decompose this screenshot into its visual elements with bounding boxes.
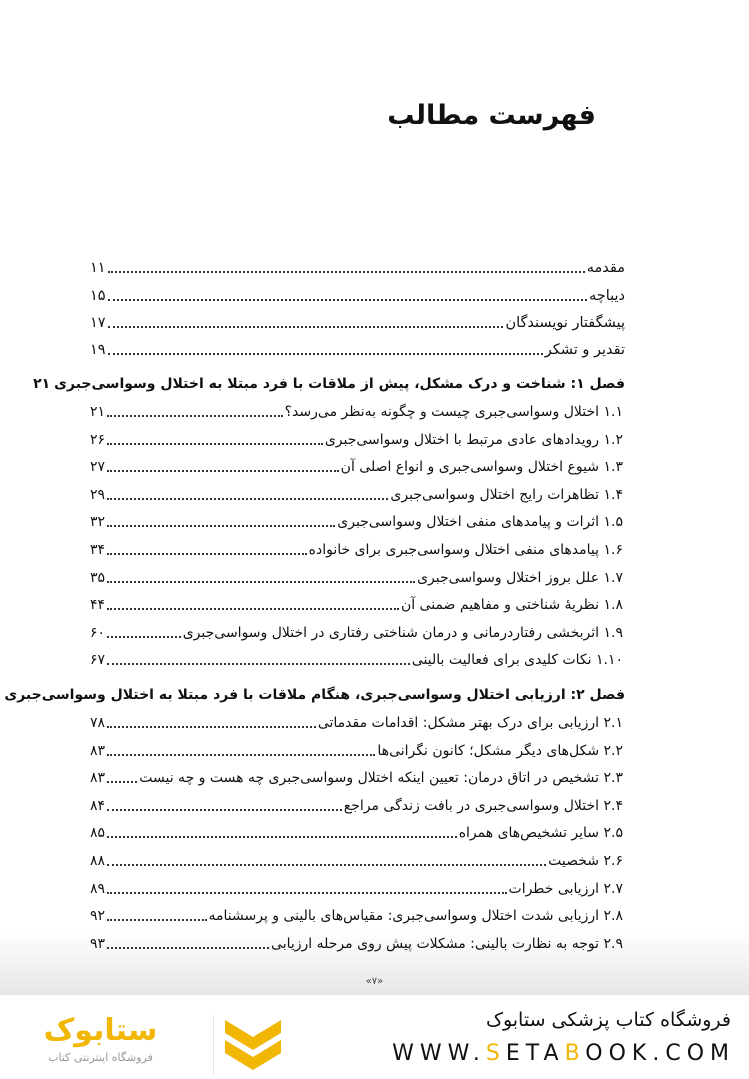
toc-entry-title: ۲.۵ سایر تشخیص‌های همراه <box>458 825 623 842</box>
dot-leader <box>107 780 137 783</box>
toc-entry-title: ۱.۷ علل بروز اختلال وسواسی‌جبری <box>417 569 623 586</box>
toc-section[interactable] <box>90 904 623 926</box>
toc-entry-title: ۲.۷ ارزیابی خطرات <box>508 880 623 897</box>
shop-name: فروشگاه کتاب پزشکی ستابوک <box>485 1009 731 1031</box>
toc-entry-title: ۲.۹ توجه به نظارت بالینی: مشکلات پیش روی مرحله ارزیابی <box>271 935 623 952</box>
dot-leader <box>108 298 587 301</box>
setabook-logo[interactable] <box>38 1013 288 1073</box>
toc-page-number: ۸۹ <box>90 880 106 897</box>
toc-entry-title: ۲.۴ اختلال وسواسی‌جبری در بافت زندگی مراجع <box>343 797 623 814</box>
toc-section[interactable] <box>90 711 623 733</box>
dot-leader <box>107 497 388 500</box>
url-part: WWW. <box>392 1041 486 1066</box>
url-part: OOK.COM <box>585 1041 735 1066</box>
dot-leader <box>107 662 410 665</box>
toc-entry-title: ۱.۸ نظریهٔ شناختی و مفاهیم ضمنی آن <box>400 597 623 614</box>
toc-section[interactable] <box>90 428 623 450</box>
chevron-logo-icon <box>213 1015 288 1075</box>
toc-page-number: ۸۴ <box>90 797 106 814</box>
toc-page-number: ۳۴ <box>90 542 106 558</box>
toc-page-number: ۳۲ <box>90 514 106 531</box>
toc-page-number: ۲۱ <box>90 404 106 420</box>
toc-entry-title: فصل ۲: ارزیابی اختلال وسواسی‌جبری، هنگام ملاقات با فرد مبتلا به اختلال وسواسی‌جبری <box>4 687 625 703</box>
toc-page-number: ۲۶ <box>90 431 106 448</box>
toc-section[interactable] <box>90 849 623 871</box>
toc-page-number: ۸۳ <box>90 770 106 787</box>
toc-page-number: ۲۱ <box>33 376 51 392</box>
toc-page-number: ۳۵ <box>90 569 106 586</box>
toc-entry-title: ۲.۲ شکل‌های دیگر مشکل؛ کانون نگرانی‌ها <box>377 742 623 759</box>
toc-page-number: ۱۷ <box>90 315 106 331</box>
toc-section[interactable] <box>90 593 623 615</box>
toc-section[interactable] <box>90 455 623 477</box>
toc-entry-title: ۱.۶ پیامدهای منفی اختلال وسواسی‌جبری برای خانواده <box>308 542 623 558</box>
url-part: B <box>564 1041 586 1066</box>
toc-section[interactable] <box>90 877 623 899</box>
toc-section[interactable] <box>90 566 623 588</box>
dot-leader <box>107 607 399 610</box>
dot-leader <box>107 469 339 472</box>
toc-entry-title: دیباچه <box>588 288 625 304</box>
dot-leader <box>107 808 342 811</box>
toc-page-number: ۷۸ <box>90 715 106 731</box>
toc-section[interactable] <box>90 821 623 843</box>
toc-entry-title: ۲.۸ ارزیابی شدت اختلال وسواسی‌جبری: مقیاس‌های بالینی و پرسشنامه <box>208 908 623 925</box>
toc-entry-title: ۱.۴ تظاهرات رایج اختلال وسواسی‌جبری <box>390 486 623 503</box>
dot-leader <box>107 753 375 756</box>
toc-entry-title: تقدیر و تشکر <box>544 342 625 358</box>
toc-entry-title: ۲.۳ تشخیص در اتاق درمان: تعیین اینکه اختلال وسواسی‌جبری چه هست و چه نیست <box>139 770 623 787</box>
toc-section[interactable] <box>90 400 623 422</box>
page-title: فهرست مطالب <box>387 100 596 131</box>
toc-section[interactable] <box>90 794 623 816</box>
dot-leader <box>107 414 283 417</box>
toc-page-number: ۱۹ <box>90 342 106 358</box>
footer-banner <box>0 995 749 1079</box>
logo-subtitle: فروشگاه اینترنتی کتاب <box>48 1051 153 1064</box>
logo-text: ستابوک <box>43 1013 158 1048</box>
toc-entry-title: ۱.۳ شیوع اختلال وسواسی‌جبری و انواع اصلی آن <box>340 459 623 476</box>
url-part: ETA <box>505 1041 565 1066</box>
toc-page-number: ۱۵ <box>90 288 106 304</box>
toc-page-number: ۲۷ <box>90 459 106 476</box>
toc-entry-title: ۱.۹ اثربخشی رفتاردرمانی و درمان شناختی رفتاری در اختلال وسواسی‌جبری <box>182 624 623 641</box>
toc-entry[interactable] <box>90 338 625 360</box>
page-number: «۷» <box>365 976 384 987</box>
toc-section[interactable] <box>90 483 623 505</box>
toc-page-number: ۸۳ <box>90 742 106 759</box>
toc-entry[interactable] <box>90 284 625 306</box>
toc-section[interactable] <box>90 621 623 643</box>
dot-leader <box>107 918 206 921</box>
toc-entry-title: ۱.۲ رویدادهای عادی مرتبط با اختلال وسواسی‌جبری <box>324 431 623 448</box>
dot-leader <box>107 524 335 527</box>
dot-leader <box>108 352 543 355</box>
toc-entry-title: ۱.۱۰ نکات کلیدی برای فعالیت بالینی <box>411 652 623 669</box>
toc-entry-title: ۱.۵ اثرات و پیامدهای منفی اختلال وسواسی‌جبری <box>337 514 623 531</box>
dot-leader <box>107 891 506 894</box>
toc-chapter-1[interactable] <box>33 372 625 394</box>
toc-entry-title: ۱.۱ اختلال وسواسی‌جبری چیست و چگونه به‌نظر می‌رسد؟ <box>284 404 623 420</box>
dot-leader <box>108 270 585 273</box>
toc-section[interactable] <box>90 538 623 560</box>
shop-url[interactable] <box>392 1041 735 1066</box>
toc-page-number: ۸۵ <box>90 825 106 842</box>
toc-entry[interactable] <box>90 256 625 278</box>
toc-section[interactable] <box>90 510 623 532</box>
dot-leader <box>107 725 316 728</box>
toc-section[interactable] <box>90 648 623 670</box>
toc-page-number: ۶۰ <box>90 624 106 641</box>
url-part: S <box>485 1041 506 1066</box>
dot-leader <box>107 580 415 583</box>
toc-page-number: ۹۲ <box>90 908 106 925</box>
toc-entry-title: مقدمه <box>586 260 625 276</box>
toc-page-number: ۴۴ <box>90 597 106 614</box>
toc-section[interactable] <box>90 932 623 954</box>
toc-entry-title: ۲.۱ ارزیابی برای درک بهتر مشکل: اقدامات مقدماتی <box>317 715 623 731</box>
dot-leader <box>107 552 307 555</box>
toc-section[interactable] <box>90 766 623 788</box>
dot-leader <box>107 946 269 949</box>
toc-page-number: ۲۹ <box>90 486 106 503</box>
dot-leader <box>107 635 181 638</box>
dot-leader <box>107 442 323 445</box>
toc-entry-title: ۲.۶ شخصیت <box>548 853 623 869</box>
toc-page-number: ۱۱ <box>90 260 106 276</box>
toc-entry-title: پیشگفتار نویسندگان <box>505 315 625 331</box>
toc-page-number: ۹۳ <box>90 935 106 952</box>
dot-leader <box>107 863 546 866</box>
dot-leader <box>107 835 457 838</box>
toc-section[interactable] <box>90 739 623 761</box>
toc-chapter-2[interactable] <box>4 683 625 705</box>
toc-entry-title: فصل ۱: شناخت و درک مشکل، پیش از ملاقات با فرد مبتلا به اختلال وسواسی‌جبری <box>54 376 625 392</box>
toc-page-number: ۶۷ <box>90 652 106 669</box>
toc-page-number: ۸۸ <box>90 853 106 869</box>
dot-leader <box>108 325 504 328</box>
toc-entry[interactable] <box>90 311 625 333</box>
